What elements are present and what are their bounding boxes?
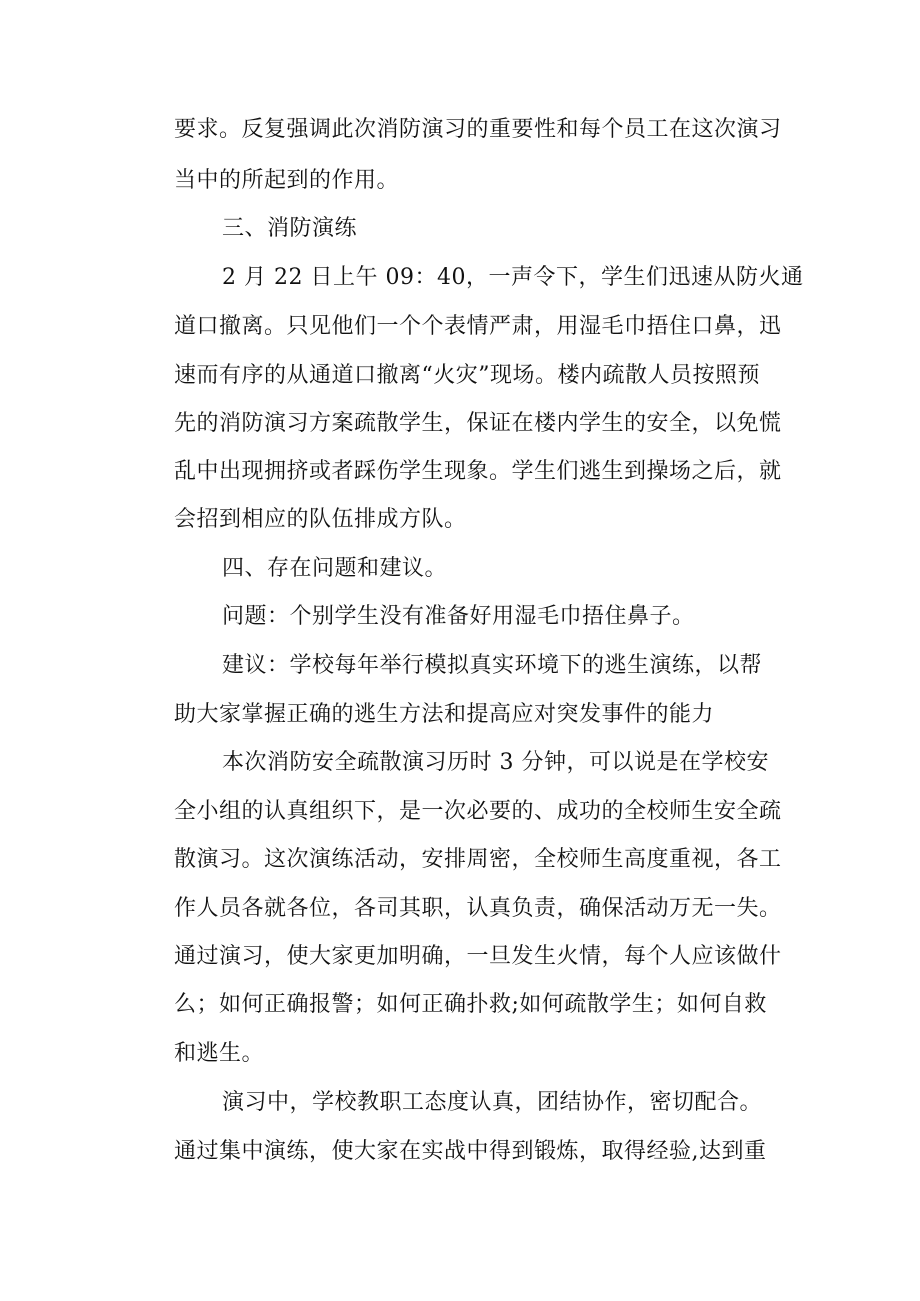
text-line: 和逃生。 <box>174 1041 265 1066</box>
text-line: 通过集中演练，使大家在实战中得到锻炼，取得经验,达到重 <box>174 1139 767 1164</box>
text-line: 会招到相应的队伍排成方队。 <box>174 507 467 532</box>
text-line: 演习中，学校教职工态度认真，团结协作，密切配合。 <box>222 1090 763 1115</box>
text-line: 么；如何正确报警；如何正确扑救;如何疏散学生；如何自救 <box>174 992 767 1017</box>
section-heading-issues: 四、存在问题和建议。 <box>222 556 448 581</box>
text-line: 通过演习，使大家更加明确，一旦发生火情，每个人应该做什 <box>174 944 782 969</box>
text-line: 散演习。这次演练活动，安排周密，全校师生高度重视，各工 <box>174 847 782 872</box>
text-line: 2 月 22 日上午 09：40，一声令下，学生们迅速从防火通 <box>222 265 804 290</box>
text-line: 要求。反复强调此次消防演习的重要性和每个员工在这次演习 <box>174 117 782 142</box>
text-line: 问题：个别学生没有准备好用湿毛巾捂住鼻子。 <box>222 604 695 629</box>
text-line: 助大家掌握正确的逃生方法和提高应对突发事件的能力 <box>174 702 715 727</box>
text-line: 乱中出现拥挤或者踩伤学生现象。学生们逃生到操场之后，就 <box>174 459 782 484</box>
text-line: 当中的所起到的作用。 <box>174 168 400 193</box>
text-line: 先的消防演习方案疏散学生，保证在楼内学生的安全，以免慌 <box>174 411 782 436</box>
text-line: 建议：学校每年举行模拟真实环境下的逃生演练，以帮 <box>222 653 763 678</box>
text-line: 速而有序的从通道口撤离“火灾”现场。楼内疏散人员按照预 <box>174 363 760 388</box>
text-line: 全小组的认真组织下，是一次必要的、成功的全校师生安全疏 <box>174 799 782 824</box>
text-line: 道口撤离。只见他们一个个表情严肃，用湿毛巾捂住口鼻，迅 <box>174 314 782 339</box>
section-heading-fire-drill: 三、消防演练 <box>222 216 358 241</box>
text-line: 作人员各就各位，各司其职，认真负责，确保活动万无一失。 <box>174 896 782 921</box>
text-line: 本次消防安全疏散演习历时 3 分钟，可以说是在学校安 <box>222 750 769 775</box>
